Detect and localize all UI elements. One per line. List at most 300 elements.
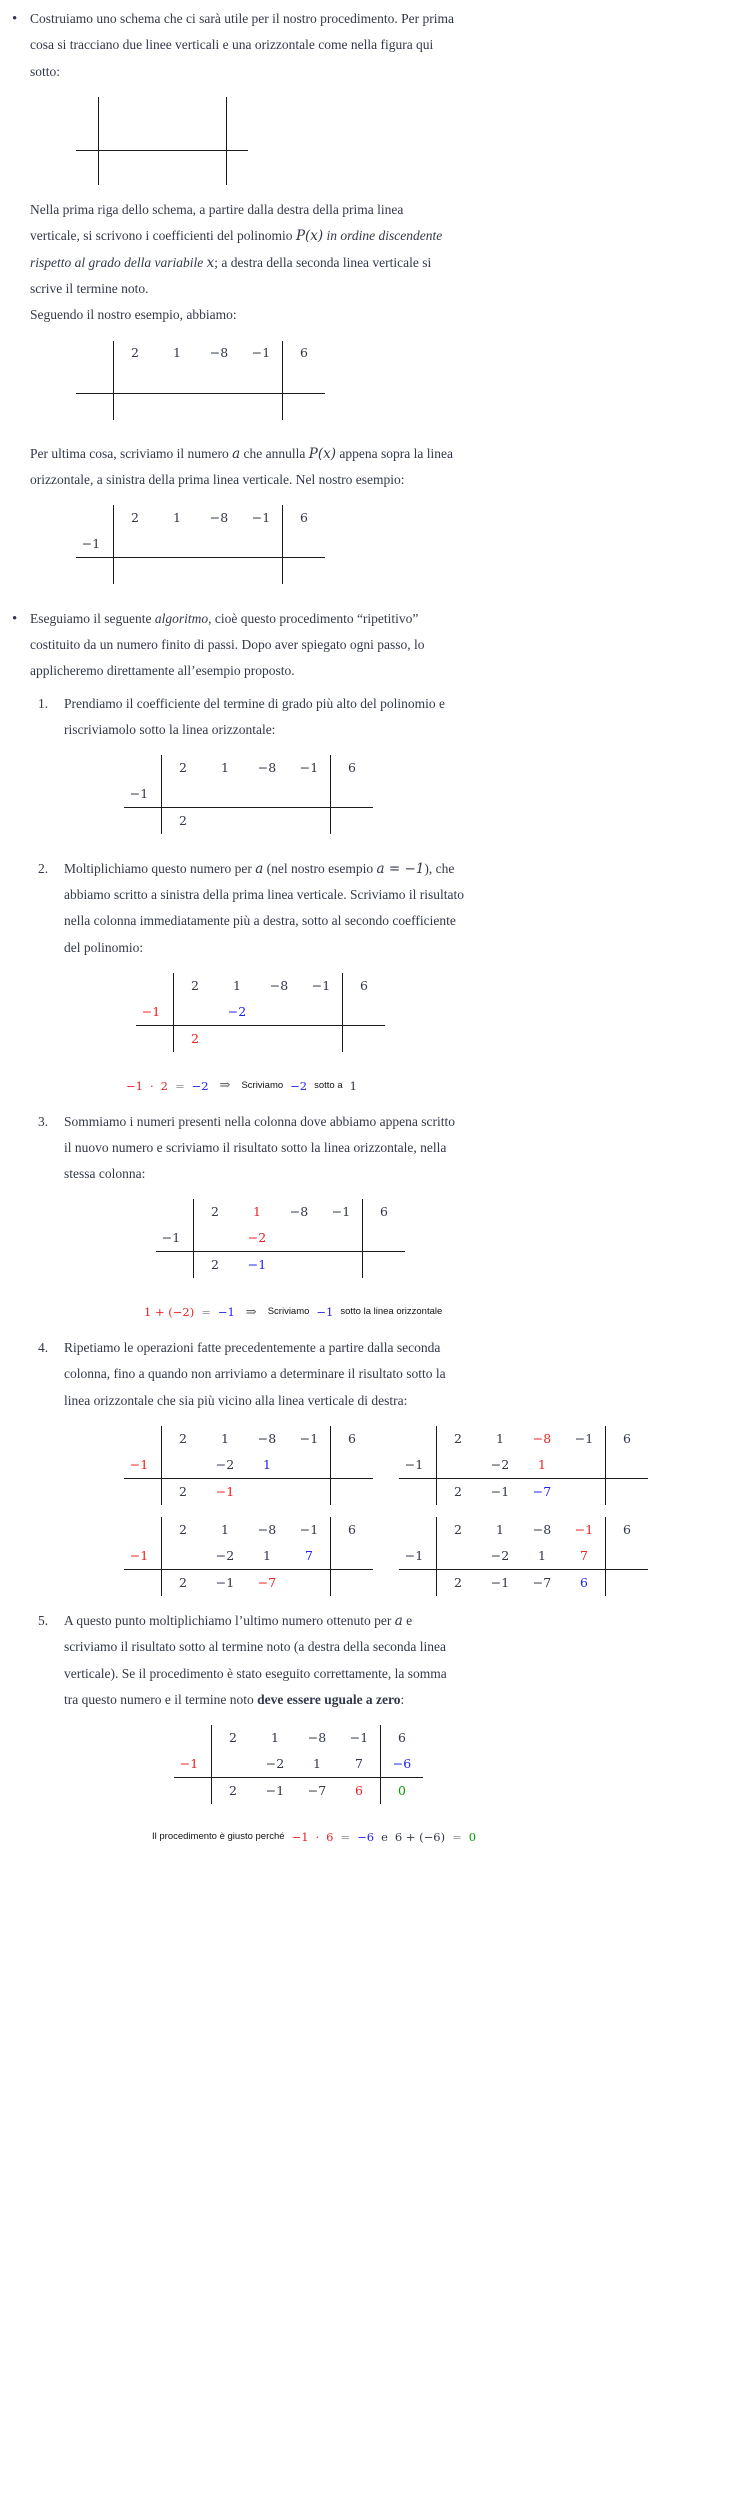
schema-cell-mid-a: −1 [76, 531, 114, 558]
schema-cell-bot-3 [240, 393, 283, 420]
schema-cell-mid-rem [331, 1543, 374, 1570]
schema-cell-bot-2 [278, 1252, 320, 1279]
schema-cell-mid-2: 1 [521, 1452, 563, 1479]
caption-sum-lhs: 6 + (−6) [394, 1829, 446, 1844]
schema-cell-bot-rem [606, 1479, 649, 1506]
schema-cell-remainder: 6 [606, 1426, 649, 1452]
schema-cell-bot-2 [246, 1479, 288, 1506]
ruffini-schema-with-a [76, 505, 325, 584]
schema-cell-bot-1: −1 [490, 1574, 510, 1590]
schema-cell-c3: −1 [299, 1430, 319, 1446]
schema-cell-c1: 1 [173, 510, 181, 526]
caption-lhs-b: 6 [326, 1829, 334, 1844]
schema-cell-remainder: 6 [331, 1426, 374, 1452]
schema-row-top [124, 1426, 373, 1452]
schema-row-bot [399, 1479, 648, 1506]
schema-row-mid [399, 1543, 648, 1570]
figure-step-4-row-2 [124, 1517, 738, 1596]
schema-cell-bot-1: −1 [215, 1483, 235, 1499]
figure-step-2 [136, 973, 738, 1061]
schema-cell-c0: 2 [212, 1725, 255, 1751]
schema-cell-bot-rem [606, 1570, 649, 1597]
schema-cell-c1: 1 [496, 1430, 504, 1446]
figure-blank-schema [30, 97, 738, 185]
schema-cell-mid-2 [246, 781, 288, 808]
math-p-of-x: P(x) [295, 228, 324, 245]
caption-equals: = [174, 1078, 185, 1093]
math-x: x [206, 254, 215, 271]
schema-cell-mid-rem [331, 1452, 374, 1479]
schema-cell-bot-rem [331, 808, 374, 835]
schema-cell-mid-rem: −6 [381, 1751, 424, 1778]
step-1-text: Prendiamo il coefficiente del termine di grado più alto del polinomio e riscriviamolo sotto la linea orizzontale: [64, 695, 446, 737]
schema-cell-mid-rem [283, 367, 326, 394]
schema-cell-bot-a [124, 1479, 162, 1506]
algorithm-step-list [30, 691, 738, 1848]
schema-cell-bot-a [76, 558, 114, 585]
schema-row-top [174, 1725, 423, 1751]
schema-cell-bot-0: 2 [437, 1479, 480, 1506]
schema-cell-remainder: 6 [606, 1517, 649, 1543]
schema-cell-mid-0 [114, 531, 157, 558]
schema-cell-mid-3: 7 [338, 1751, 381, 1778]
schema-cell-mid-2: 1 [246, 1452, 288, 1479]
caption-step-2 [126, 1073, 738, 1098]
ruffini-schema-step3 [156, 1199, 405, 1278]
caption-step-5 [152, 1826, 738, 1848]
schema-cell-mid-3 [563, 1452, 606, 1479]
caption-note-a: Scriviamo [267, 1306, 310, 1318]
schema-cell-bot-a [156, 1252, 194, 1279]
step-2-text [64, 856, 464, 961]
schema-cell-bot-1 [156, 393, 198, 420]
step-item-5 [30, 1608, 738, 1848]
schema-cell-bot-3 [288, 808, 331, 835]
schema-cell-c0: 2 [162, 1426, 205, 1452]
text-algoritmo-italic: algoritmo [154, 610, 209, 626]
schema-cell-mid-1: −2 [479, 1543, 521, 1570]
schema-cell-bot-0: 2 [174, 1025, 217, 1052]
schema-cell-mid-3 [240, 531, 283, 558]
schema-cell-a [124, 755, 162, 781]
schema-cell-a [156, 1199, 194, 1225]
schema-cell-mid-0 [437, 1543, 480, 1570]
schema-cell-mid-1 [204, 781, 246, 808]
schema-cell-c1: 1 [253, 1204, 261, 1220]
text-line-3b: ; a destra della seconda linea verticale si [214, 254, 432, 270]
math-a: a [232, 445, 241, 462]
figure-schema-con-a [76, 505, 738, 593]
schema-cell-bot-1: −1 [265, 1783, 285, 1799]
schema-row-bot [399, 1570, 648, 1597]
schema-cell-bot-0: 2 [437, 1570, 480, 1597]
schema-cell-a [76, 341, 114, 367]
schema-cell-mid-rem [331, 781, 374, 808]
schema-row-bot [76, 393, 325, 420]
step-4-text: Ripetiamo le operazioni fatte precedentemente a partire dalla seconda colonna, fino a quando non arriviamo a determinare il risultato sotto la linea orizzontale che sia più vicino alla linea verticale di destra: [64, 1340, 446, 1408]
schema-cell-bot-0: 2 [212, 1778, 255, 1805]
schema-cell-c0: 2 [174, 973, 217, 999]
figure-step-5 [174, 1725, 738, 1813]
step-item-4 [30, 1335, 738, 1596]
step-3-text: Sommiamo i numeri presenti nella colonna dove abbiamo appena scritto il nuovo numero e scriviamo il risultato sotto la linea orizzontale, nella stessa colonna: [64, 1113, 456, 1182]
schema-cell-bot-rem: 0 [381, 1778, 424, 1805]
schema-cell-mid-1: −2 [236, 1225, 278, 1252]
caption-note-value: −1 [316, 1305, 334, 1320]
schema-horizontal-line [76, 150, 248, 151]
paragraph-eseguiamo-algoritmo [30, 606, 455, 685]
schema-row-top [136, 973, 385, 999]
schema-cell-mid-a: −1 [399, 1452, 437, 1479]
schema-cell-a [399, 1426, 437, 1452]
outer-bullet-list [0, 6, 738, 1848]
schema-cell-bot-2 [198, 558, 240, 585]
step-5-text-c: : [400, 1692, 405, 1707]
schema-row-bot [124, 1479, 373, 1506]
figure-schema-coefficienti [76, 341, 738, 429]
caption-equals: = [340, 1829, 351, 1844]
caption-note-value: −2 [290, 1078, 308, 1093]
schema-cell-c2: −8 [289, 1204, 309, 1220]
schema-cell-c0: 2 [114, 341, 157, 367]
schema-cell-mid-a: −1 [124, 1452, 162, 1479]
schema-cell-mid-a [76, 367, 114, 394]
step-item-3 [30, 1109, 738, 1326]
schema-cell-c2: −8 [257, 1430, 277, 1446]
schema-row-mid [76, 367, 325, 394]
schema-cell-c3: −1 [299, 760, 319, 776]
schema-cell-c2: −8 [209, 345, 229, 361]
schema-cell-bot-0 [114, 558, 157, 585]
caption-lhs-a: −1 [291, 1829, 309, 1844]
figure-step-3 [156, 1199, 738, 1287]
step-5-text-b: e scriviamo il risultato sotto al termine noto (a destra della seconda linea verticale). Se il procedimento è stato eseguito correttamente, la somma tra questo numero e il termine noto [64, 1613, 447, 1707]
text-perultima-a: Per ultima cosa, scriviamo il numero [30, 445, 233, 461]
schema-row-top [124, 755, 373, 781]
schema-row-mid [399, 1452, 648, 1479]
schema-cell-bot-0: 2 [194, 1252, 237, 1279]
schema-cell-mid-1: −2 [254, 1751, 296, 1778]
step-2-math-a: a [255, 860, 264, 877]
schema-row-bot [124, 1570, 373, 1597]
schema-cell-mid-3 [320, 1225, 363, 1252]
schema-cell-bot-1 [156, 558, 198, 585]
schema-cell-bot-a [76, 393, 114, 420]
text-perultima-c: appena sopra la linea orizzontale, a sinistra della prima linea verticale. Nel nostro esempio: [30, 445, 453, 488]
step-5-math-a: a [394, 1613, 403, 1630]
schema-row-mid [156, 1225, 405, 1252]
schema-cell-mid-1: −2 [204, 1543, 246, 1570]
schema-cell-remainder: 6 [381, 1725, 424, 1751]
paragraph-seguendo-esempio: Seguendo il nostro esempio, abbiamo: [30, 307, 237, 323]
schema-cell-bot-a [399, 1479, 437, 1506]
schema-cell-bot-3: 6 [355, 1783, 363, 1799]
schema-cell-mid-2: 1 [521, 1543, 563, 1570]
schema-cell-mid-a: −1 [174, 1751, 212, 1778]
schema-cell-bot-1: −1 [215, 1574, 235, 1590]
schema-cell-c3: −1 [251, 510, 271, 526]
caption-lhs-dot: · [149, 1078, 154, 1093]
schema-cell-bot-0: 2 [162, 1570, 205, 1597]
schema-cell-c1: 1 [221, 1521, 229, 1537]
ruffini-schema-step5 [174, 1725, 423, 1804]
schema-cell-mid-0 [114, 367, 157, 394]
schema-cell-mid-1 [156, 531, 198, 558]
schema-cell-mid-3 [288, 781, 331, 808]
caption-note-b: sotto la linea orizzontale [340, 1306, 443, 1318]
step-2-text-b: (nel nostro esempio [263, 860, 377, 876]
schema-cell-c2: −8 [532, 1430, 552, 1446]
caption-step-3 [144, 1300, 738, 1325]
schema-row-mid [124, 781, 373, 808]
schema-cell-bot-rem [283, 393, 326, 420]
schema-cell-mid-rem [363, 1225, 406, 1252]
schema-cell-bot-a [174, 1778, 212, 1805]
schema-cell-bot-2: −7 [257, 1574, 277, 1590]
schema-cell-bot-a [136, 1025, 174, 1052]
schema-cell-bot-0: 2 [162, 1479, 205, 1506]
schema-cell-mid-a: −1 [156, 1225, 194, 1252]
schema-row-mid [76, 531, 325, 558]
schema-cell-mid-2 [278, 1225, 320, 1252]
schema-cell-c0: 2 [437, 1426, 480, 1452]
caption-rhs: −2 [191, 1078, 209, 1093]
schema-row-mid [124, 1543, 373, 1570]
caption-rhs: −1 [217, 1305, 235, 1320]
text-line-4: scrive il termine noto. [30, 280, 149, 296]
schema-cell-mid-1: −2 [479, 1452, 521, 1479]
schema-cell-c3: −1 [311, 977, 331, 993]
schema-cell-bot-a [399, 1570, 437, 1597]
schema-cell-mid-0 [162, 1452, 205, 1479]
ruffini-schema-step2 [136, 973, 385, 1052]
schema-cell-mid-3: 7 [563, 1543, 606, 1570]
schema-cell-c0: 2 [162, 755, 205, 781]
schema-cell-bot-2 [258, 1025, 300, 1052]
schema-cell-bot-2 [246, 808, 288, 835]
schema-cell-bot-rem [343, 1025, 386, 1052]
schema-row-top [76, 341, 325, 367]
schema-cell-c3: −1 [331, 1204, 351, 1220]
caption-lhs-dot: · [315, 1829, 320, 1844]
caption-equals: = [201, 1305, 211, 1320]
paragraph-per-ultima-cosa [30, 441, 455, 494]
step-item-2 [30, 856, 738, 1099]
text-line-3a: rispetto al grado della variabile [30, 254, 207, 270]
schema-cell-c1: 1 [221, 760, 229, 776]
schema-cell-mid-2 [258, 999, 300, 1026]
schema-cell-c2: −8 [269, 977, 289, 993]
schema-cell-mid-rem [283, 531, 326, 558]
caption-arrow-icon: ⇒ [219, 1078, 231, 1094]
ruffini-schema-step1 [124, 755, 373, 834]
schema-cell-mid-3 [288, 1452, 331, 1479]
text-perultima-b: che annulla [240, 445, 309, 461]
schema-row-mid [174, 1751, 423, 1778]
text-line-2a: verticale, si scrivono i coefficienti del polinomio [30, 228, 296, 244]
text-algoritmo-a: Eseguiamo il seguente [30, 610, 155, 626]
schema-cell-remainder: 6 [331, 1517, 374, 1543]
schema-cell-c0: 2 [162, 1517, 205, 1543]
schema-row-top [124, 1517, 373, 1543]
schema-cell-c1: 1 [233, 977, 241, 993]
schema-row-top [399, 1517, 648, 1543]
schema-cell-bot-rem [331, 1479, 374, 1506]
bullet-item-schema [0, 6, 738, 594]
caption-rhs: −6 [357, 1829, 375, 1844]
ruffini-schema-coefficients-only [76, 341, 325, 420]
caption-note-a: Scriviamo [241, 1079, 284, 1091]
schema-cell-c3: −1 [574, 1430, 594, 1446]
caption-conjunction: e [381, 1829, 388, 1844]
schema-cell-bot-3 [563, 1479, 606, 1506]
schema-cell-c3: −1 [349, 1730, 369, 1746]
schema-cell-bot-3 [300, 1025, 343, 1052]
schema-cell-mid-0 [212, 1751, 255, 1778]
caption-lhs-b: 2 [160, 1078, 168, 1093]
schema-cell-bot-a [124, 808, 162, 835]
schema-cell-bot-3 [320, 1252, 363, 1279]
schema-cell-c3: −1 [574, 1521, 594, 1537]
schema-cell-c2: −8 [257, 1521, 277, 1537]
schema-cell-remainder: 6 [343, 973, 386, 999]
schema-cell-mid-rem [343, 999, 386, 1026]
caption-note-c: 1 [349, 1078, 357, 1093]
bullet-item-algoritmo [0, 606, 738, 1848]
ruffini-schema-step4b [399, 1426, 648, 1505]
schema-row-mid [124, 1452, 373, 1479]
schema-row-top [156, 1199, 405, 1225]
schema-cell-c1: 1 [173, 345, 181, 361]
schema-cell-bot-0: 2 [162, 808, 205, 835]
schema-cell-mid-1 [156, 367, 198, 394]
schema-cell-mid-2: 1 [296, 1751, 338, 1778]
schema-row-top [399, 1426, 648, 1452]
ruffini-schema-step4a [124, 1426, 373, 1505]
schema-cell-bot-1 [204, 808, 246, 835]
text-line-2b: in ordine discendente [323, 228, 443, 244]
schema-cell-mid-0 [437, 1452, 480, 1479]
schema-cell-c2: −8 [257, 760, 277, 776]
schema-cell-c1: 1 [496, 1521, 504, 1537]
schema-cell-mid-a: −1 [136, 999, 174, 1026]
text-line-1: Nella prima riga dello schema, a partire dalla destra della prima linea [30, 201, 404, 217]
schema-cell-c2: −8 [532, 1521, 552, 1537]
schema-cell-mid-0 [162, 1543, 205, 1570]
caption-lhs: 1 + (−2) [144, 1305, 195, 1320]
schema-cell-a [124, 1426, 162, 1452]
schema-cell-mid-1: −2 [204, 1452, 246, 1479]
schema-cell-mid-3 [300, 999, 343, 1026]
schema-cell-mid-2: 1 [246, 1543, 288, 1570]
schema-cell-bot-3 [288, 1570, 331, 1597]
schema-cell-c0: 2 [114, 505, 157, 531]
schema-cell-mid-0 [174, 999, 217, 1026]
math-p-of-x-2: P(x) [308, 445, 336, 462]
schema-cell-a [174, 1725, 212, 1751]
schema-row-bot [174, 1778, 423, 1805]
schema-cell-bot-3 [240, 558, 283, 585]
caption-lhs-a: −1 [126, 1078, 143, 1093]
schema-cell-c1: 1 [271, 1730, 279, 1746]
schema-row-top [76, 505, 325, 531]
schema-cell-remainder: 6 [331, 755, 374, 781]
caption-note-b: sotto a [314, 1079, 343, 1091]
schema-cell-bot-3 [288, 1479, 331, 1506]
caption-arrow-icon: ⇒ [245, 1304, 257, 1320]
schema-cell-c0: 2 [437, 1517, 480, 1543]
schema-vertical-line-2 [226, 97, 227, 185]
schema-cell-remainder: 6 [363, 1199, 406, 1225]
schema-cell-a [399, 1517, 437, 1543]
schema-cell-a [136, 973, 174, 999]
step-5-text [64, 1608, 464, 1713]
text-algoritmo-b: , cioè questo procedimento “ripetitivo” costituito da un numero finito di passi. Dopo aver spiegato ogni passo, lo applicheremo direttamente all’esempio proposto. [30, 610, 425, 679]
schema-cell-bot-rem [363, 1252, 406, 1279]
schema-row-bot [136, 1025, 385, 1052]
schema-cell-a [124, 1517, 162, 1543]
schema-cell-mid-a: −1 [124, 1543, 162, 1570]
schema-cell-mid-rem [606, 1452, 649, 1479]
schema-cell-mid-3: 7 [288, 1543, 331, 1570]
schema-row-bot [156, 1252, 405, 1279]
schema-row-bot [76, 558, 325, 585]
schema-cell-bot-1 [216, 1025, 258, 1052]
schema-cell-bot-a [124, 1570, 162, 1597]
schema-cell-bot-rem [331, 1570, 374, 1597]
schema-cell-c3: −1 [299, 1521, 319, 1537]
paragraph-nella-prima-riga [30, 197, 455, 302]
schema-cell-remainder: 6 [283, 505, 326, 531]
schema-cell-bot-1: −1 [247, 1257, 267, 1273]
step-item-1 [30, 691, 738, 844]
schema-cell-bot-0 [114, 393, 157, 420]
schema-cell-mid-3 [240, 367, 283, 394]
schema-cell-c0: 2 [194, 1199, 237, 1225]
schema-cell-c1: 1 [221, 1430, 229, 1446]
schema-cell-bot-1: −1 [490, 1483, 510, 1499]
paragraph-costruiamo: • Costruiamo uno schema che ci sarà utile per il nostro procedimento. Per prima cosa si tracciano due linee verticali e una orizzontale come nella figura qui sotto: [30, 11, 455, 79]
schema-cell-bot-3: 6 [580, 1574, 588, 1590]
schema-cell-mid-2 [198, 367, 240, 394]
schema-cell-mid-rem [606, 1543, 649, 1570]
schema-cell-bot-2 [198, 393, 240, 420]
schema-cell-bot-2: −7 [532, 1574, 552, 1590]
schema-cell-mid-a: −1 [124, 781, 162, 808]
schema-cell-mid-0 [194, 1225, 237, 1252]
schema-row-bot [124, 808, 373, 835]
schema-cell-bot-2: −7 [532, 1483, 552, 1499]
schema-cell-c2: −8 [307, 1730, 327, 1746]
schema-cell-remainder: 6 [283, 341, 326, 367]
figure-step-4-row-1 [124, 1426, 738, 1505]
step-2-text-c: ), che abbiamo scritto a sinistra della prima linea verticale. Scriviamo il risultato nella colonna immediatamente più a destra, sotto al secondo coefficiente del polinomio: [64, 860, 465, 955]
figure-step-1 [124, 755, 738, 843]
schema-cell-bot-rem [283, 558, 326, 585]
schema-vertical-line-1 [98, 97, 99, 185]
schema-cell-a [76, 505, 114, 531]
caption-sum-equals: = [452, 1829, 462, 1844]
schema-cell-c3: −1 [251, 345, 271, 361]
step-5-text-a: A questo punto moltiplichiamo l’ultimo numero ottenuto per [64, 1613, 395, 1629]
schema-row-mid [136, 999, 385, 1026]
caption-sum-rhs: 0 [468, 1829, 477, 1844]
schema-cell-mid-1: −2 [216, 999, 258, 1026]
step-5-text-bold: deve essere uguale a zero [257, 1692, 401, 1707]
ruffini-schema-step4c [124, 1517, 373, 1596]
step-2-math-a-equals: a = −1 [376, 860, 425, 877]
caption-intro: Il procedimento è giusto perché [152, 1830, 285, 1842]
